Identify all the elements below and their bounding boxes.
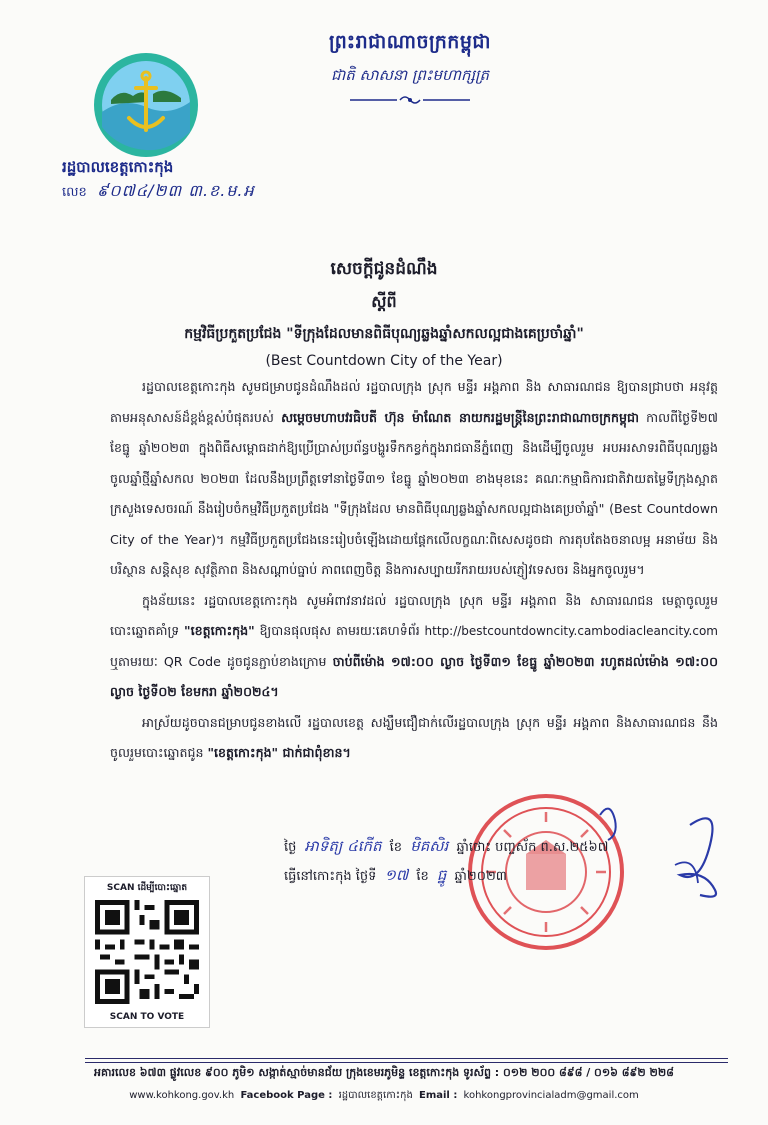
title-english: (Best Countdown City of the Year) (265, 353, 503, 369)
footer-divider-thin (85, 1062, 728, 1063)
national-motto: ជាតិ សាសនា ព្រះមហាក្សត្រ (330, 66, 490, 84)
prime-minister-name: សម្តេចមហាបវរធិបតី ហ៊ុន ម៉ាណែត នាយករដ្ឋមន្ត្រីនៃព្រះរាជាណាចក្រកម្ពុជា (281, 409, 639, 425)
body-text (110, 372, 718, 769)
qr-vote-label: SCAN TO VOTE (109, 1012, 185, 1022)
qr-scan-label: SCAN ដើម្បីបោះឆ្នោត (106, 883, 188, 893)
footer-contacts: www.kohkong.gov.kh Facebook Page : រដ្ឋបាលខេត្តកោះកុង Email : kohkongprovincialadm@gmail.com (129, 1090, 639, 1101)
facebook-link[interactable]: រដ្ឋបាលខេត្តកោះកុង (338, 1090, 413, 1101)
ornament-divider (345, 94, 475, 106)
document-title-block (60, 258, 708, 369)
paragraph-2: ក្នុងន័យនេះ រដ្ឋបាលខេត្តកោះកុង សូមអំពាវនាវដល់ រដ្ឋបាលក្រុង ស្រុក មន្ទីរ អង្គភាព និង សាធារណជន មេត្តាចូលរួមបោះឆ្នោតគាំទ្រ "ខេត្តកោះកុង" ឱ្យបានផុលផុស តាមរយៈគេហទំព័រ http://bestcountdowncity.cambodiacleancity.com ឬតាមរយៈ QR Code ដូចជូនភ្ជាប់ខាងក្រោម ចាប់ពីម៉ោង ១៧:០០ ល្ងាច ថ្ងៃទី៣១ ខែធ្នូ ឆ្នាំ២០២៣ រហូតដល់ម៉ោង ១៧:០០ ល្ងាច ថ្ងៃទី០២ ខែមករា ឆ្នាំ២០២៤។ (110, 592, 719, 699)
paragraph-3: អាស្រ័យដូចបានជម្រាបជូនខាងលើ រដ្ឋបាលខេត្ត សង្ឃឹមជឿជាក់លើរដ្ឋបាលក្រុង ស្រុក មន្ទីរ អង្គភាព និងសាធារណជន នឹងចូលរួមបោះឆ្នោតជូន "ខេត្តកោះកុង" ជាក់ជាពុំខាន។ (110, 714, 718, 760)
paragraph-1: រដ្ឋបាលខេត្តកោះកុង សូមជម្រាបជូនដំណឹងដល់ រដ្ឋបាលក្រុង ស្រុក មន្ទីរ អង្គភាព និង សាធារណជន ឱ្យបានជ្រាបថា អនុវត្តតាមអនុសាសន៍ដ៏ខ្ពង់ខ្ពស់បំផុតរបស់ សម្តេចមហាបវរធិបតី ហ៊ុន ម៉ាណែត នាយករដ្ឋមន្ត្រីនៃព្រះរាជាណាចក្រកម្ពុជា កាលពីថ្ងៃទី២៧ ខែធ្នូ ឆ្នាំ២០២៣ ក្នុងពិធីសម្ពោធដាក់ឱ្យប្រើប្រាស់ប្រព័ន្ធបង្ហូរទឹកកខ្វក់ក្នុងរាជធានីភ្នំពេញ និងដើម្បីចូលរួម អបអរសាទរពិធីបុណ្យឆ្លងចូលឆ្នាំថ្មីឆ្នាំសកល ២០២៣ ដែលនឹងប្រព្រឹត្តទៅនាថ្ងៃទី៣១ ខែធ្នូ ឆ្នាំ២០២៣ ខាងមុខនេះ គណៈកម្មាធិការជាតិវាយតម្លៃទីក្រុងស្អាត ក្រសួងទេសចរណ៍ នឹងរៀបចំកម្មវិធីប្រកួតប្រជែង "ទីក្រុងដែល មានពិធីបុណ្យឆ្លងឆ្នាំសកលល្អជាងគេប្រចាំឆ្នាំ" (Best Countdown City of the Year)។ កម្មវិធីប្រកួតប្រជែងនេះរៀបចំឡើងដោយផ្តែកលើលក្ខណៈពិសេសដូចជា ការតុបតែងចនាលម្អ អនាម័យ និងបរិស្ថាន សន្តិសុខ សុវត្ថិភាព និងសណ្តាប់ធ្នាប់ ភាពពេញចិត្ត និងការសប្បាយរីករាយរបស់ភ្ញៀវទេសចរ និងអ្នកចូលរួម។ (110, 379, 718, 577)
date-year: ឆ្នាំ២០២៣ (454, 869, 507, 884)
lunar-month: មិគសិរ (410, 837, 449, 855)
voting-period: ចាប់ពីម៉ោង ១៧:០០ ល្ងាច ថ្ងៃទី៣១ ខែធ្នូ ឆ្នាំ២០២៣ រហូតដល់ម៉ោង ១៧:០០ ល្ងាច ថ្ងៃទី០២ ខែមករា ឆ្នាំ២០២៤។ (110, 653, 719, 699)
email-link[interactable]: kohkongprovincialadm@gmail.com (463, 1090, 639, 1101)
place-date-line: ធ្វើនៅកោះកុង ថ្ងៃទី ១៧ ខែ ធ្នូ ឆ្នាំ២០២៣ (284, 866, 507, 884)
lunar-year: ឆ្នាំថោះ បញ្ចស័ក ព.ស.២៥៦៧ (456, 840, 609, 855)
qr-code-card[interactable] (84, 876, 210, 1028)
kingdom-header (280, 30, 540, 110)
reference-value: ៩០៧៤/២៣ ៣.ខ.ម.អ (96, 181, 255, 200)
lunar-day: អាទិត្យ ៤កើត (304, 837, 382, 855)
reference-number (62, 180, 255, 204)
lunar-date-line: ថ្ងៃ អាទិត្យ ៤កើត ខែ មិគសិរ ឆ្នាំថោះ បញ្ចស័ក ព.ស.២៥៦៧ (284, 837, 609, 855)
handwritten-signature (580, 795, 730, 905)
qr-code[interactable] (95, 900, 199, 1004)
footer-divider (85, 1058, 728, 1059)
reference-label: លេខ (62, 185, 87, 200)
footer-address: អគារលេខ ៦៧៣ ផ្លូវលេខ ៩០០ ភូមិ១ សង្កាត់ស្មាច់មានជ័យ ក្រុងខេមរភូមិន្ទ ខេត្តកោះកុង ទូរស័ព្ទ : ០១២ ២០០ ៨៩៨ / ០១៦ ៨៩២ ២២៨ (94, 1066, 674, 1079)
provincial-logo (93, 52, 199, 158)
date-month: ធ្នូ (436, 866, 447, 884)
voting-url-link[interactable]: http://bestcountdowncity.cambodiacleancity.com (424, 624, 718, 638)
date-day: ១៧ (384, 866, 409, 884)
title-about: ស្តីពី (371, 292, 397, 311)
title-notice: សេចក្តីជូនដំណឹង (330, 259, 438, 279)
title-subject: កម្មវិធីប្រកួតប្រជែង "ទីក្រុងដែលមានពិធីបុណ្យឆ្លងឆ្នាំសកលល្អជាងគេប្រចាំឆ្នាំ" (184, 326, 584, 342)
issuing-authority: រដ្ឋបាលខេត្តកោះកុង (62, 158, 174, 176)
kingdom-name: ព្រះរាជាណាចក្រកម្ពុជា (329, 31, 491, 53)
website-link[interactable]: www.kohkong.gov.kh (129, 1090, 235, 1101)
